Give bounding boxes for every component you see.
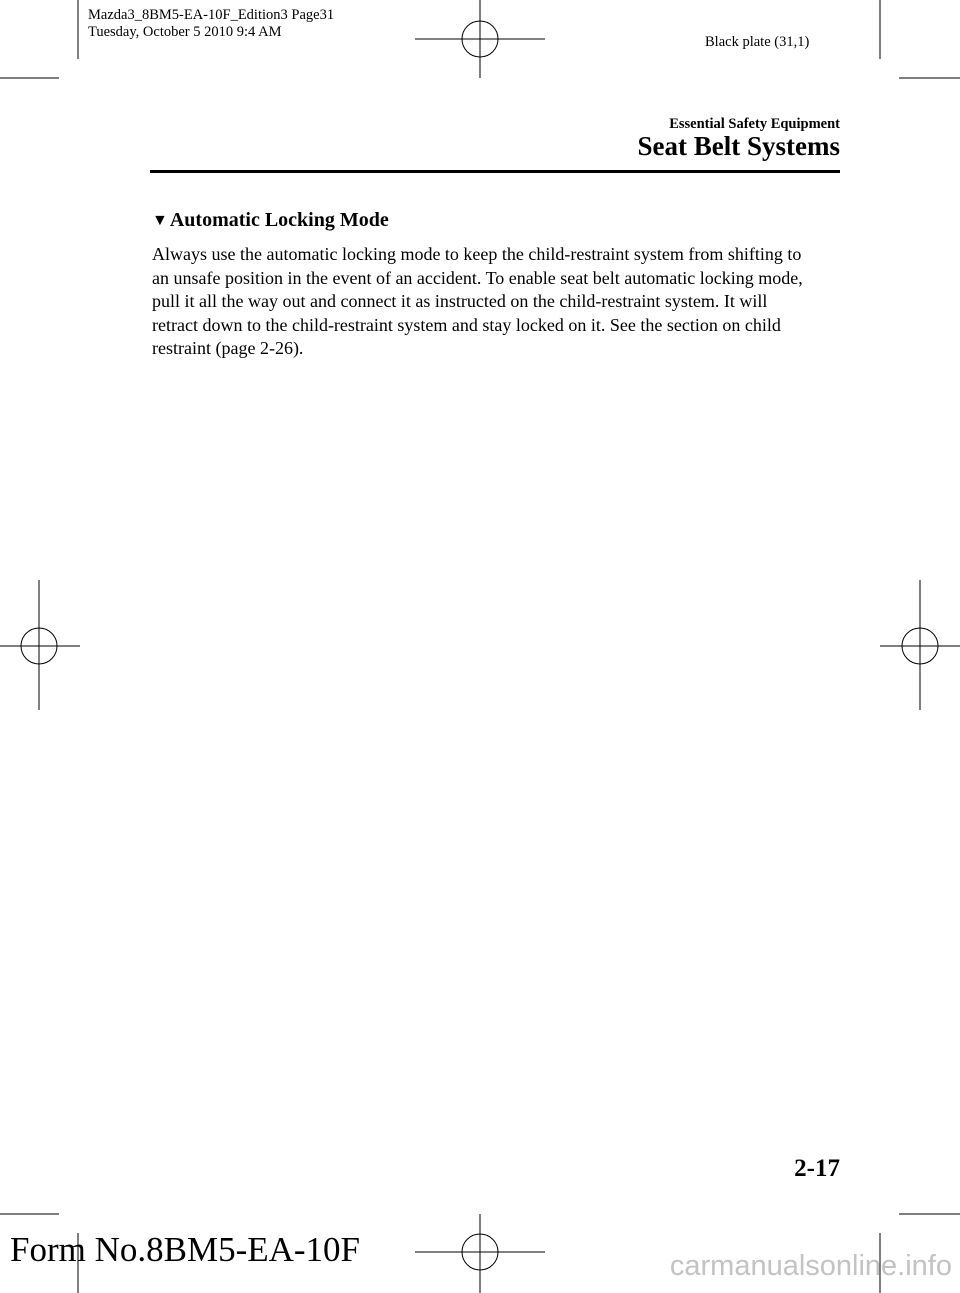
header-rule [150, 170, 840, 173]
print-job-info [88, 7, 334, 41]
body-paragraph [152, 243, 852, 361]
body-line: an unsafe position in the event of an accident. To enable seat belt automatic locking mode, [152, 267, 803, 288]
body-line: restraint (page 2-26). [152, 338, 304, 359]
plate-label: Black plate (31,1) [705, 34, 810, 50]
page-number: 2-17 [794, 1155, 840, 1182]
form-number: Form No.8BM5-EA-10F [10, 1230, 361, 1269]
subheading [152, 209, 389, 232]
body-line: Always use the automatic locking mode to keep the child-restraint system from shifting to [152, 244, 802, 264]
section-label: Essential Safety Equipment [669, 116, 840, 132]
subheading-text: Automatic Locking Mode [169, 209, 389, 231]
body-line: retract down to the child-restraint system and stay locked on it. See the section on child [152, 314, 781, 335]
watermark: carmanualsonline.info [669, 1250, 952, 1282]
triangle-bullet-icon: ▼ [152, 212, 168, 229]
page-title: Seat Belt Systems [637, 131, 840, 161]
print-job-timestamp: Tuesday, October 5 2010 9:4 AM [88, 24, 282, 40]
body-line: pull it all the way out and connect it as instructed on the child-restraint system. It will [152, 291, 768, 312]
print-job-filename: Mazda3_8BM5-EA-10F_Edition3 Page31 [88, 7, 335, 23]
